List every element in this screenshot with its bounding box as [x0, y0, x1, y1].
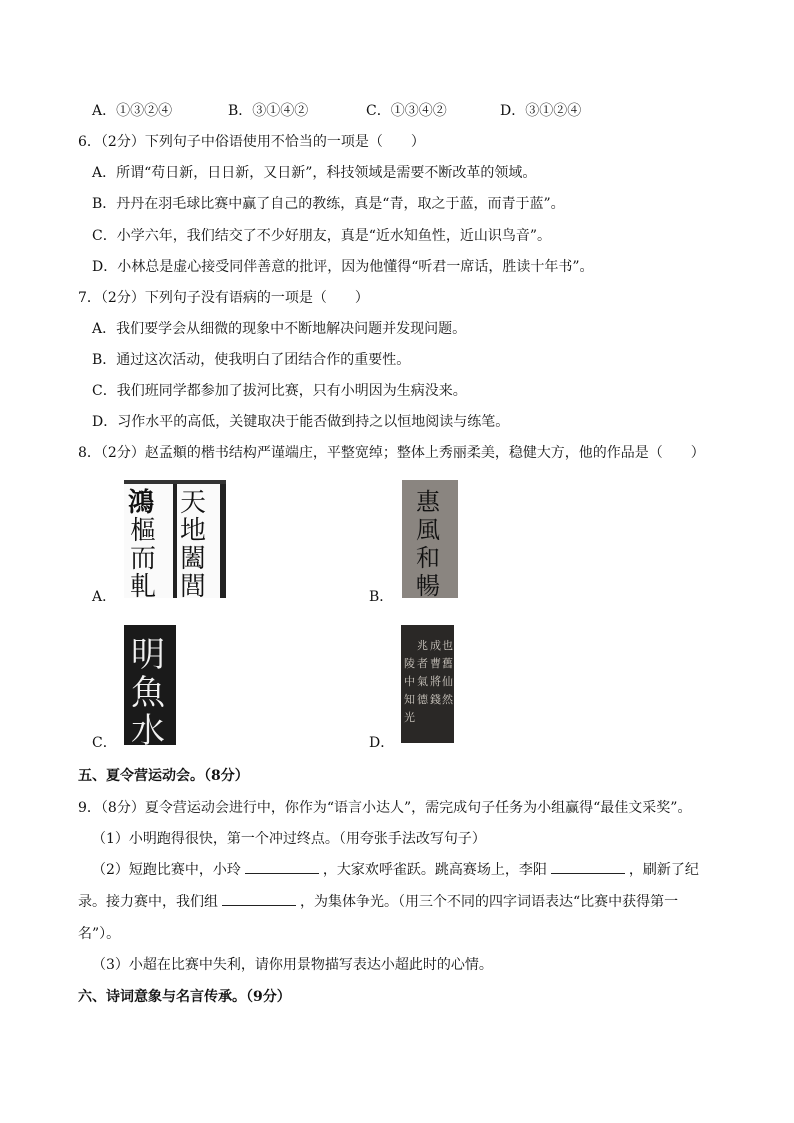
section-6-heading: 六、诗词意象与名言传承。（9分）	[78, 989, 291, 1005]
calligraphy-char: 樞	[130, 516, 157, 546]
q6-option-d: D．小林总是虚心接受同伴善意的批评，因为他懂得“听君一席话，胜读十年书”。	[92, 259, 594, 275]
calligraphy-image-b	[402, 480, 458, 598]
q6-stem: 6．（2分）下列句子中俗语使用不恰当的一项是（ ）	[78, 134, 425, 150]
calligraphy-char: 天	[180, 488, 207, 518]
calligraphy-char: 暢	[416, 572, 440, 598]
calligraphy-char: 而	[130, 544, 157, 574]
calligraphy-char: 惠	[416, 488, 440, 516]
q8-label-c: C．	[92, 735, 117, 751]
q5-option-a: A．①③②④	[92, 103, 173, 119]
calligraphy-char: 然	[442, 693, 453, 706]
q7-option-c: C．我们班同学都参加了拔河比赛，只有小明因为生病没来。	[92, 383, 467, 399]
calligraphy-char: 風	[416, 516, 440, 544]
q6-option-a: A．所谓“苟日新，日日新，又日新”，科技领域是需要不断改革的领域。	[92, 165, 537, 181]
calligraphy-char: 光	[404, 711, 415, 724]
calligraphy-char: 和	[416, 544, 440, 572]
calligraphy-char: 將	[430, 675, 441, 688]
q9-part-1: （1）小明跑得很快，第一个冲过终点。（用夸张手法改写句子）	[92, 831, 486, 847]
calligraphy-char: 魚	[131, 673, 165, 713]
q8-label-a: A．	[92, 589, 117, 605]
calligraphy-char: 仙	[442, 675, 453, 688]
calligraphy-image-a	[124, 480, 226, 598]
calligraphy-char: 陵	[404, 657, 415, 670]
q9-part-2-text: ，大家欢呼雀跃。跳高赛场上，李阳	[322, 862, 547, 878]
calligraphy-char: 中	[404, 675, 415, 688]
calligraphy-char: 成	[430, 639, 441, 652]
q5-option-c: C．①③④②	[366, 103, 447, 119]
q7-option-a: A．我们要学会从细微的现象中不断地解决问题并发现问题。	[92, 321, 467, 337]
q8-stem: 8．（2分）赵孟頫的楷书结构严谨端庄，平整宽绰；整体上秀丽柔美，稳健大方，他的作品是（ ）	[78, 445, 705, 461]
q7-option-d: D．习作水平的高低，关键取决于能否做到持之以恒地阅读与练笔。	[92, 414, 510, 430]
calligraphy-char: 氣	[417, 675, 428, 688]
calligraphy-char: 者	[417, 657, 428, 670]
q9-part-2-text: ，为集体争光。（用三个不同的四字词语表达“比赛中获得第一	[300, 894, 679, 910]
calligraphy-char: 地	[180, 516, 207, 546]
calligraphy-char: 錢	[430, 693, 441, 706]
answer-blank[interactable]	[245, 861, 319, 874]
calligraphy-image-d	[401, 625, 454, 743]
calligraphy-char: 曹	[430, 657, 441, 670]
q9-part-3: （3）小超在比赛中失利，请你用景物描写表达小超此时的心情。	[92, 957, 493, 973]
calligraphy-char: 水	[131, 711, 165, 745]
q7-option-b: B．通过这次活动，使我明白了团结合作的重要性。	[92, 352, 411, 368]
calligraphy-char: 軋	[130, 572, 157, 598]
calligraphy-char: 舊	[442, 657, 453, 670]
q5-option-d: D．③①②④	[500, 103, 582, 119]
calligraphy-image-c	[124, 625, 176, 745]
q9-part-2-line-3: 名”）。	[78, 926, 121, 942]
calligraphy-char: 鴻	[128, 488, 155, 518]
calligraphy-char: 明	[131, 635, 165, 675]
calligraphy-char: 也	[442, 639, 453, 652]
q9-part-2-line-1	[92, 861, 699, 879]
calligraphy-char: 兆	[417, 639, 428, 652]
calligraphy-char: 德	[417, 693, 428, 706]
q9-part-2-text: ，刷新了纪	[628, 862, 699, 878]
q9-part-2-text: （2）短跑比赛中，小玲	[92, 862, 241, 878]
q9-stem: 9．（8分）夏令营运动会进行中，你作为“语言小达人”，需完成句子任务为小组赢得“最佳文采奖”。	[78, 800, 692, 816]
q9-part-2-text: 录。接力赛中，我们组	[78, 894, 218, 910]
q6-option-c: C．小学六年，我们结交了不少好朋友，真是“近水知鱼性，近山识鸟音”。	[92, 228, 552, 244]
calligraphy-char: 闔	[180, 544, 207, 574]
q8-label-d: D．	[369, 735, 395, 751]
q6-option-b: B．丹丹在羽毛球比赛中赢了自己的教练，真是“青，取之于蓝，而青于蓝”。	[92, 196, 565, 212]
q5-option-b: B．③①④②	[228, 103, 309, 119]
calligraphy-char: 閭	[180, 572, 207, 598]
section-5-heading: 五、夏令营运动会。（8分）	[78, 768, 249, 784]
q9-part-2-line-2	[78, 893, 678, 911]
calligraphy-char: 知	[404, 693, 415, 706]
answer-blank[interactable]	[551, 861, 625, 874]
answer-blank[interactable]	[222, 893, 296, 906]
q7-stem: 7．（2分）下列句子没有语病的一项是（ ）	[78, 290, 369, 306]
q8-label-b: B．	[369, 589, 394, 605]
